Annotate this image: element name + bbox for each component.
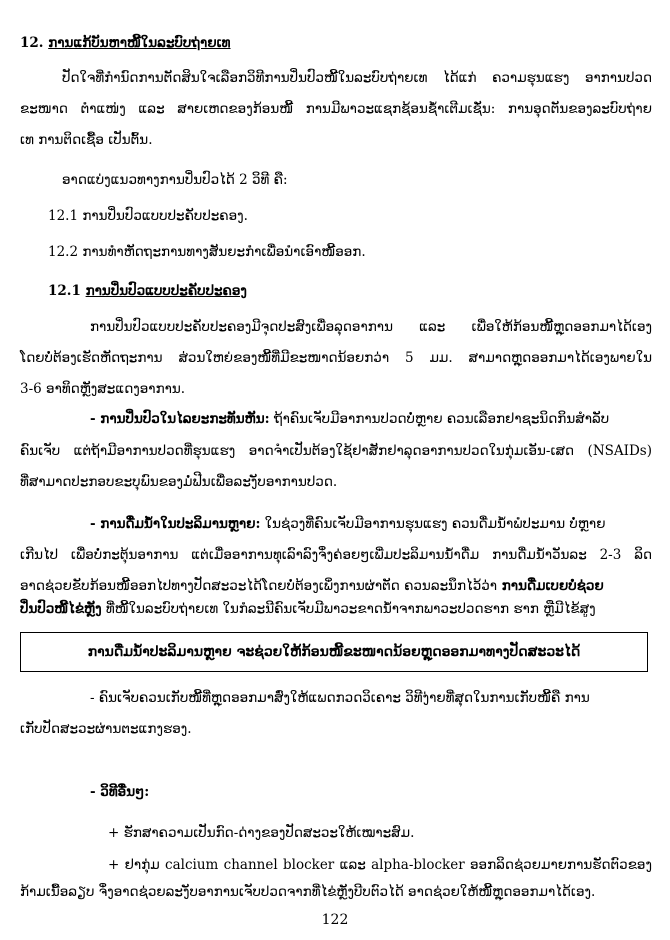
method-item-2: 12.2 ການທຳຫັດຖະການທາງສັນຍະກຳເພື່ອນຳເອົາໜີ້ອອກ. bbox=[48, 244, 366, 260]
bullet-item-2: + ຢາກຸ່ມ calcium channel blocker ແລະ alpha-blocker ອອກລິດຊ່ວຍມາຍການຮັດຕົວຂອງ bbox=[108, 857, 652, 873]
section-number: 12. bbox=[20, 35, 44, 51]
para3-text-3: ອາດຊ່ວຍຂັບກ້ອນໜີ້ອອກໄປທາງປັດສະວະໄດ້ໂດຍບໍ່ຕ້ອງເພິ່ງການຜ່າຕັດ ຄວນລະນຶກໄວ້ວ່າ bbox=[20, 578, 498, 594]
subsection-heading bbox=[48, 282, 670, 300]
para3-line-3 bbox=[20, 577, 652, 595]
intro-line-3: ເທ ການຕິດເຊື້ອ ເປັນຕົ້ນ. bbox=[20, 132, 153, 148]
para2-text-1: ຖ້າຄົນເຈັບມີອາການປວດບໍ່ຫຼາຍ ຄວນເລືອກຢາຊະນິດກິນສຳລັບ bbox=[269, 411, 610, 427]
method-item-1: 12.1 ການປິ່ນປົວແບບປະຄັບປະຄອງ. bbox=[48, 208, 248, 224]
page-number: 122 bbox=[321, 912, 349, 928]
section-heading bbox=[20, 34, 652, 52]
para3-line-2: ເກີນໄປ ເພື່ອບໍ່ກະຕຸ້ນອາການ ແຕ່ເມື່ອອາການທຸເລົາລົງຈຶ່ງຄ່ອຍໆເພີ່ມປະລິມານນ້ຳດື່ມ ການດື່ມນ້ຳວັນລະ 2-3 ລິດ bbox=[20, 547, 652, 563]
intro-line-1: ປັດໃຈທີ່ກຳນົດການຕັດສິນໃຈເລືອກວິທີການປິ່ນປົວໜີ້ໃນລະບົບຖ່າຍເທ ໄດ້ແກ່ ຄວາມຮຸນແຮງ ອາການປວດ bbox=[62, 70, 652, 86]
callout-text: ການດື່ມນ້ຳປະລິມານຫຼາຍ ຈະຊ່ວຍໃຫ້ກ້ອນໜີ້ຂະໜາດນ້ອຍຫຼຸດອອກມາທາງປັດສະວະໄດ້ bbox=[87, 644, 581, 660]
para3-text-1: ໃນຊ່ວງທີ່ຄົນເຈັບມີອາການຮຸນແຮງ ຄວນດື່ມນ້ຳພໍປະມານ ບໍ່ຫຼາຍ bbox=[260, 516, 606, 532]
para3-bold-4: ປິ່ນປົວໜີ້ໄຂ່ຫຼັງ bbox=[20, 601, 102, 617]
para4-line-2: ເກັບປັດສະວະຜ່ານຕະແກງຮອງ. bbox=[20, 721, 192, 737]
other-methods-label: - ວິທີອື່ນໆ: bbox=[90, 784, 150, 800]
section-title: ການແກ້ບັນຫາໜີ້ໃນລະບົບຖ່າຍເທ bbox=[48, 35, 231, 51]
para2-line-1 bbox=[90, 410, 652, 428]
bullet-item-1: + ຮັກສາຄວາມເປັນກົດ-ດ່າງຂອງປັດສະວະໃຫ້ເໝາະສົມ. bbox=[108, 825, 415, 841]
subsection-number: 12.1 bbox=[48, 283, 81, 299]
para3-text-4: ທີ່ໜີ້ໃນລະບົບຖ່າຍເທ ໃນກໍລະນີຄົນເຈັບມີພາວະຂາດນ້ຳຈາກພາວະປວດຮາກ ຮາກ ຫຼືມີໄຂ້ສູງ bbox=[101, 601, 596, 617]
para3-line-4 bbox=[20, 600, 652, 618]
para2-lead: - ການປິ່ນປົວໃນໄລຍະກະທັນຫັນ: bbox=[90, 411, 270, 427]
callout-box bbox=[20, 632, 648, 672]
para3-line-1 bbox=[90, 515, 652, 533]
para2-line-2: ຄົນເຈັບ ແຕ່ຖ້າມີອາການປວດທີ່ຮຸນແຮງ ອາດຈຳເປັນຕ້ອງໃຊ້ຢາສັກຢາລຸດອາການປວດໃນກຸ່ມເອັນ-ເສດ (NSAIDs) bbox=[20, 443, 652, 459]
para1-line-3: 3-6 ອາທິດຫຼັງສະແດງອາການ. bbox=[20, 381, 186, 397]
para4-line-1: - ຄົນເຈັບຄວນເກັບໜີ້ທີ່ຫຼຸດອອກມາສົ່ງໃຫ້ແພດກວດວິເຄາະ ວິທີງ່າຍທີ່ສຸດໃນການເກັບໜີ້ຄື ການ bbox=[90, 690, 590, 706]
para1-line-1: ການປິ່ນປົວແບບປະຄັບປະຄອງມີຈຸດປະສົງເພື່ອລຸດອາການ ແລະ ເພື່ອໃຫ້ກ້ອນໜີ້ຫຼຸດອອກມາໄດ້ເອງ bbox=[90, 319, 652, 335]
para2-line-3: ທີ່ສາມາດປະກອບຂະບຸພົນຂອງມໍ່ຟີນເພື່ອລະງັບອາການປວດ. bbox=[20, 474, 338, 490]
para3-bold-3: ການດື່ມເບຍບໍ່ຊ່ວຍ bbox=[497, 578, 604, 594]
intro-line-2: ຂະໜາດ ຕຳແໜ່ງ ແລະ ສາຍເຫດຂອງກ້ອນໜີ້ ການມີພາວະແຊກຊ້ອນຊ້ຳເຕີມເຊັ່ນ: ການອຸດຕັນຂອງລະບົບຖ່າຍ bbox=[20, 101, 652, 117]
para3-lead: - ການດື່ມນ້ຳໃນປະລິມານຫຼາຍ: bbox=[90, 516, 261, 532]
bullet-item-2-cont: ກ້າມເນື້ອລຽບ ຈຶ່ງອາດຊ່ວຍລະງັບອາການເຈັບປວດຈາກທີ່ໄຂ່ຫຼັງບີບຕົວໄດ້ ອາດຊ່ວຍໃຫ້ໜີ້ຫຼຸດອອກມາໄດ້ເອງ. bbox=[20, 884, 596, 900]
methods-intro: ອາດແບ່ງແນວທາງການປິ່ນປົວໄດ້ 2 ວິທີ ຄື: bbox=[62, 172, 288, 188]
subsection-title: ການປິ່ນປົວແບບປະຄັບປະຄອງ bbox=[85, 283, 247, 299]
para1-line-2: ໂດຍບໍ່ຕ້ອງເຮັດຫັດຖະການ ສ່ວນໃຫຍ່ຂອງໜີ້ທີ່ມີຂະໜາດນ້ອຍກວ່າ 5 ມມ. ສາມາດຫຼຸດອອກມາໄດ້ເອງພາຍໃນ bbox=[20, 350, 652, 366]
